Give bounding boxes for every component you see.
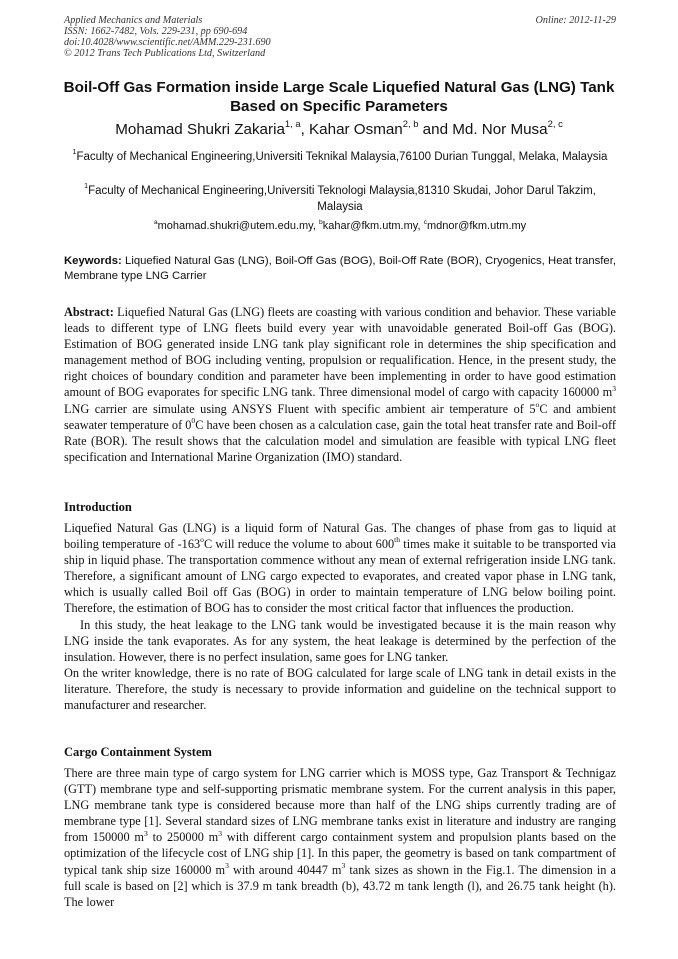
paragraph-text: with around 40447 m [228, 862, 342, 877]
paragraph: In this study, the heat leakage to the LNG tank would be investigated because it is the main reason why LNG inside the tank evaporates. As for any system, the heat leakage is determined by the perfection of the insulation. However, there is no perfect insulation, same goes for LNG tanker. [64, 617, 616, 664]
affiliation-marker: 1 [72, 148, 77, 157]
paragraph [64, 765, 616, 910]
superscript: o [535, 399, 540, 409]
paragraph-text: Liquefied Natural Gas (LNG) is a liquid form of Natural Gas. The changes of phase from gas to liquid at boiling temperature of -163 [64, 521, 616, 552]
paragraph-text: C will reduce the volume to about 600 [203, 537, 395, 552]
affiliation-1 [64, 150, 616, 166]
cargo-body [64, 765, 616, 910]
journal-header [64, 15, 616, 59]
author-separator: and [418, 121, 453, 138]
section-heading-cargo: Cargo Containment System [64, 745, 212, 759]
keywords-text: Liquefied Natural Gas (LNG), Boil-Off Gas (BOG), Boil-Off Rate (BOR), Cryogenics, Heat transfer, Membrane type LNG Carrier [64, 255, 616, 282]
section-heading-introduction: Introduction [64, 500, 132, 514]
author-separator: , [300, 121, 310, 138]
affiliation-text: Faculty of Mechanical Engineering,Universiti Teknikal Malaysia,76100 Durian Tunggal, Melaka, Malaysia [76, 151, 608, 163]
paragraph-text: tank sizes as shown in the Fig.1. The dimension in a full scale is based on [2] which is 37.9 m tank breadth (b), 43.72 m tank length (l), and 26.75 tank height (h). The lower [64, 862, 616, 909]
author-name: Kahar Osman [309, 121, 403, 138]
email-marker: b [318, 218, 323, 226]
superscript: 3 [218, 828, 223, 838]
author-marker: 2, b [402, 118, 419, 129]
abstract [64, 304, 616, 465]
author-emails [64, 219, 616, 234]
superscript: o [200, 535, 204, 545]
keywords [64, 254, 616, 284]
keywords-label: Keywords: [64, 255, 122, 267]
author-list [40, 118, 638, 139]
issn-line: ISSN: 1662-7482, Vols. 229-231, pp 690-694 [64, 26, 248, 37]
author-name: Md. Nor Musa [452, 121, 548, 138]
doi-line: doi:10.4028/www.scientific.net/AMM.229-231.690 [64, 37, 271, 48]
superscript: 3 [143, 828, 148, 838]
superscript: 3 [341, 860, 346, 870]
superscript: th [394, 535, 401, 545]
paper-title: Boil-Off Gas Formation inside Large Scale Liquefied Natural Gas (LNG) Tank Based on Specific Parameters [63, 79, 615, 115]
abstract-text: LNG carrier are simulate using ANSYS Fluent with specific ambient air temperature of 5 [64, 401, 536, 416]
paragraph [64, 520, 616, 617]
affiliation-2 [64, 184, 616, 215]
paragraph: On the writer knowledge, there is no rate of BOG calculated for large scale of LNG tank in detail exists in the literature. Therefore, the study is necessary to provide information and guideline on the technical support to manufacturer and researcher. [64, 665, 616, 713]
abstract-text: C and ambient seawater temperature of 0 [64, 401, 616, 432]
email-link[interactable]: kahar@fkm.utm.my, [322, 220, 424, 232]
paragraph-text: with different cargo containment system and propulsion plants based on the optimization of the lifecycle cost of LNG ship [1]. In this paper, the geometry is based on tank compartment of typical tank ship size 160000 m [64, 830, 616, 877]
author-marker: 2, c [547, 118, 563, 129]
author-name: Mohamad Shukri Zakaria [115, 121, 285, 138]
affiliation-text: Faculty of Mechanical Engineering,Universiti Teknologi Malaysia,81310 Skudai, Johor Darul Takzim, Malaysia [88, 185, 596, 213]
copyright-line: © 2012 Trans Tech Publications Ltd, Switzerland [64, 48, 266, 59]
introduction-body [64, 520, 616, 713]
paragraph-text: There are three main type of cargo system for LNG carrier which is MOSS type, Gaz Transport & Technigaz (GTT) membrane type and self-supporting prismatic membrane system. For the current analysis in this paper, LNG membrane tank type is considered because more than half of the LNG ships currently trading are of membrane type [1]. Several standard sizes of LNG membrane tanks exist in literature and industry are ranging from 150000 m [64, 766, 616, 845]
email-link[interactable]: mohamad.shukri@utem.edu.my, [157, 220, 319, 232]
superscript: 3 [225, 860, 229, 870]
paragraph-text: to 250000 m [147, 830, 219, 845]
email-marker: a [153, 218, 158, 226]
superscript: 3 [612, 383, 616, 393]
author-marker: 1, a [284, 118, 301, 129]
online-date: Online: 2012-11-29 [535, 15, 616, 26]
paragraph-text: times make it suitable to be transported via ship in liquid phase. The transportation commence without any mean of external refrigeration inside LNG tank. Therefore, a significant amount of LNG cargo expected to evaporates, and created vapor phase in LNG tank, which is usually called Boil off Gas (BOG) in order to maintain temperature of LNG below boiling point. Therefore, the estimation of BOG has to consider the most critical factor that influences the production. [64, 537, 616, 616]
abstract-text: Liquefied Natural Gas (LNG) fleets are coasting with various condition and behavior. These variable leads to different type of LNG fleets build every year with unavoidable generated Boil-off Gas (BOG). Estimation of BOG generated inside LNG tank play significant role in determines the ship specification and management method of BOG including venting, propulsion or requalification. Hence, in the present study, the right choices of boundary condition and parameter have been implementing in order to have good estimation amount of BOG evaporates for specific LNG tank. Three dimensional model of cargo with capacity 160000 m [64, 305, 616, 400]
email-marker: c [423, 218, 427, 226]
abstract-text: C have been chosen as a calculation case, gain the total heat transfer rate and Boil-off Rate (BOR). The result shows that the calculation model and simulation are feasible with typical LNG fleet specification and International Marine Organization (IMO) standard. [64, 417, 616, 464]
superscript: 0 [191, 415, 196, 425]
email-link[interactable]: mdnor@fkm.utm.my [426, 220, 527, 232]
affiliation-marker: 1 [84, 182, 89, 191]
abstract-label: Abstract: [64, 305, 114, 319]
journal-name: Applied Mechanics and Materials [64, 15, 203, 26]
